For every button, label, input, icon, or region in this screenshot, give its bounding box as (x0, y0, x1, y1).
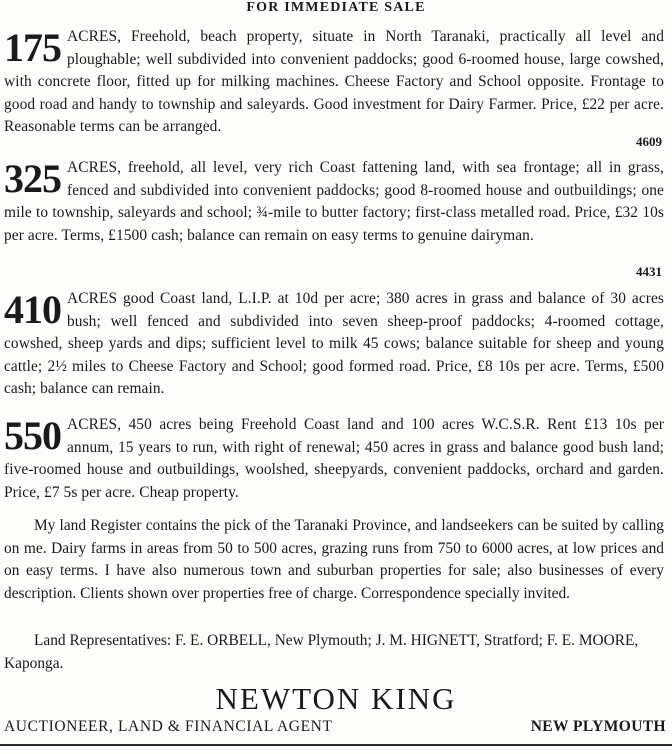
listing-description: ACRES good Coast land, L.I.P. at 10d per acre; 380 acres in grass and balance of 30 acres bush; well fenced and subdivided into seven sheep-proof paddocks; 4-roomed cottage, cowshed, sheep yards and dips; sufficient level to milk 45 cows; balance suitable for sheep and young cattle; 2½ miles to Cheese Factory and School; good formed road. Price, £8 10s per acre. Terms, £500 cash; balance can remain. (4, 290, 664, 398)
ad-heading: FOR IMMEDIATE SALE (246, 0, 426, 15)
listing-acreage-number: 550 (4, 413, 61, 458)
bottom-rule (0, 744, 672, 746)
listing-acreage-number: 175 (4, 25, 61, 70)
land-register-paragraph: My land Register contains the pick of the Taranaki Province, and landseekers can be suited by calling on me. Dairy farms in areas from 50 to 500 acres, grazing runs from 750 to 6000 acres, at low prices and on easy terms. I have also numerous town and suburban properties for sale; also businesses of every description. Clients shown over properties free of charge. Correspondence specially invited. (4, 517, 664, 602)
advertiser-town: NEW PLYMOUTH (530, 718, 666, 735)
land-representatives: Land Representatives: F. E. ORBELL, New Plymouth; J. M. HIGNETT, Stratford; F. E. MOORE, Kaponga. (4, 632, 639, 672)
listing-description: ACRES, Freehold, beach property, situate in North Taranaki, practically all level and ploughable; well subdivided into convenient paddocks; good 6-roomed house, large cowshed, with concrete floor, fitted up for milking machines. Cheese Factory and School opposite. Frontage to good road and handy to township and saleyards. Good investment for Dairy Farmer. Price, £22 per acre. Reasonable terms can be arranged. (4, 28, 664, 136)
listing-550-acres (4, 414, 664, 504)
listing-reference-number: 4609 (636, 134, 662, 149)
advertiser-role: AUCTIONEER, LAND & FINANCIAL AGENT (4, 718, 333, 735)
listing-325-acres (4, 157, 664, 247)
listing-acreage-number: 325 (4, 156, 61, 201)
advertiser-name: NEWTON KING (215, 681, 457, 716)
listing-acreage-number: 410 (4, 287, 61, 332)
listing-description: ACRES, freehold, all level, very rich Coast fattening land, with sea frontage; all in grass, fenced and subdivided into convenient paddocks; good 8-roomed house and outbuildings; one mile to township, saleyards and school; ¾-mile to butter factory; first-class metalled road. Price, £32 10s per acre. Terms, £1500 cash; balance can remain on easy terms to genuine dairyman. (4, 159, 664, 244)
listing-reference-number: 4431 (636, 264, 662, 279)
listing-175-acres (4, 26, 664, 139)
listing-description: ACRES, 450 acres being Freehold Coast land and 100 acres W.C.S.R. Rent £13 10s per annum, 15 years to run, with right of renewal; 450 acres in grass and balance good bush land; five-roomed house and outbuildings, woolshed, sheepyards, convenient paddocks, orchard and garden. Price, £7 5s per acre. Cheap property. (4, 416, 664, 501)
listing-410-acres (4, 288, 664, 401)
